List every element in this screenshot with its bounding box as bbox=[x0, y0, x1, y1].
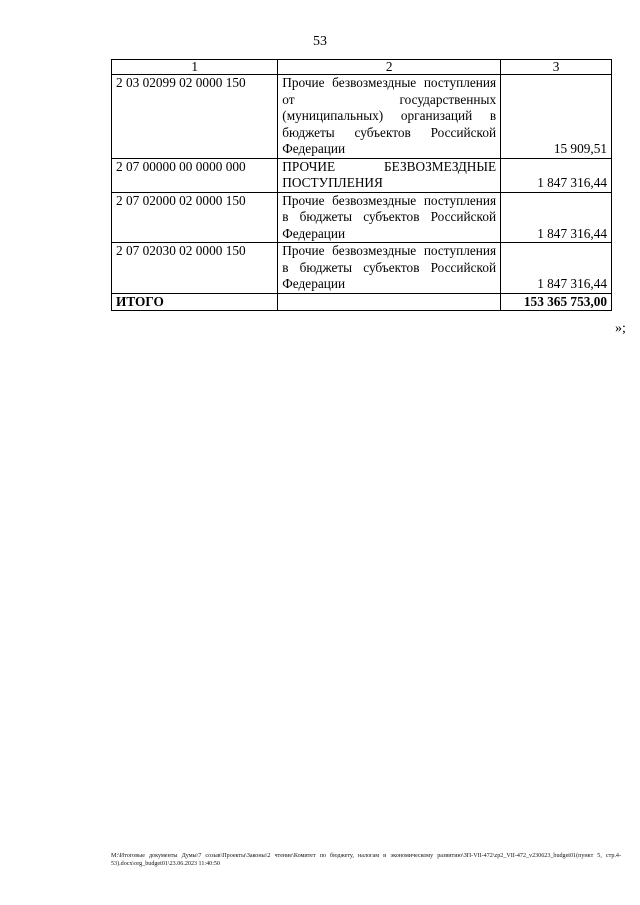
budget-code: 2 07 02030 02 0000 150 bbox=[112, 243, 278, 294]
income-name: Прочие безвозмездные поступления от государственных (муниципальных) организаций в бюджеты субъектов Российской Федерации bbox=[278, 75, 501, 159]
income-name: ПРОЧИЕ БЕЗВОЗМЕЗДНЫЕ ПОСТУПЛЕНИЯ bbox=[278, 158, 501, 192]
total-name bbox=[278, 293, 501, 311]
amount: 1 847 316,44 bbox=[501, 192, 612, 243]
budget-code: 2 07 00000 00 0000 000 bbox=[112, 158, 278, 192]
page-number: 53 bbox=[313, 34, 327, 49]
column-header-2: 2 bbox=[278, 60, 501, 75]
amount: 1 847 316,44 bbox=[501, 158, 612, 192]
total-amount: 153 365 753,00 bbox=[501, 293, 612, 311]
amount: 1 847 316,44 bbox=[501, 243, 612, 294]
table-header-row bbox=[112, 60, 612, 75]
column-header-3: 3 bbox=[501, 60, 612, 75]
budget-table bbox=[111, 59, 612, 311]
column-header-1: 1 bbox=[112, 60, 278, 75]
closing-quote-mark: »; bbox=[615, 321, 626, 336]
footer-file-path: М:\Итоговые документы Думы\7 созыв\Проекты\Законы\2 чтение\Комитет по бюджету, налогам и экономическому развитию\ЗП-VII-472\zp2_VII-472_v230623_budget01(пункт 5, стр.4-53).docx\org_budget01\23.06.2023 11:40:50 bbox=[111, 853, 621, 867]
total-row bbox=[112, 293, 612, 311]
income-name: Прочие безвозмездные поступления в бюджеты субъектов Российской Федерации bbox=[278, 243, 501, 294]
table-row bbox=[112, 243, 612, 294]
table-row bbox=[112, 192, 612, 243]
budget-code: 2 03 02099 02 0000 150 bbox=[112, 75, 278, 159]
budget-code: 2 07 02000 02 0000 150 bbox=[112, 192, 278, 243]
income-name: Прочие безвозмездные поступления в бюджеты субъектов Российской Федерации bbox=[278, 192, 501, 243]
table-row bbox=[112, 75, 612, 159]
amount: 15 909,51 bbox=[501, 75, 612, 159]
table-row bbox=[112, 158, 612, 192]
total-label: ИТОГО bbox=[112, 293, 278, 311]
